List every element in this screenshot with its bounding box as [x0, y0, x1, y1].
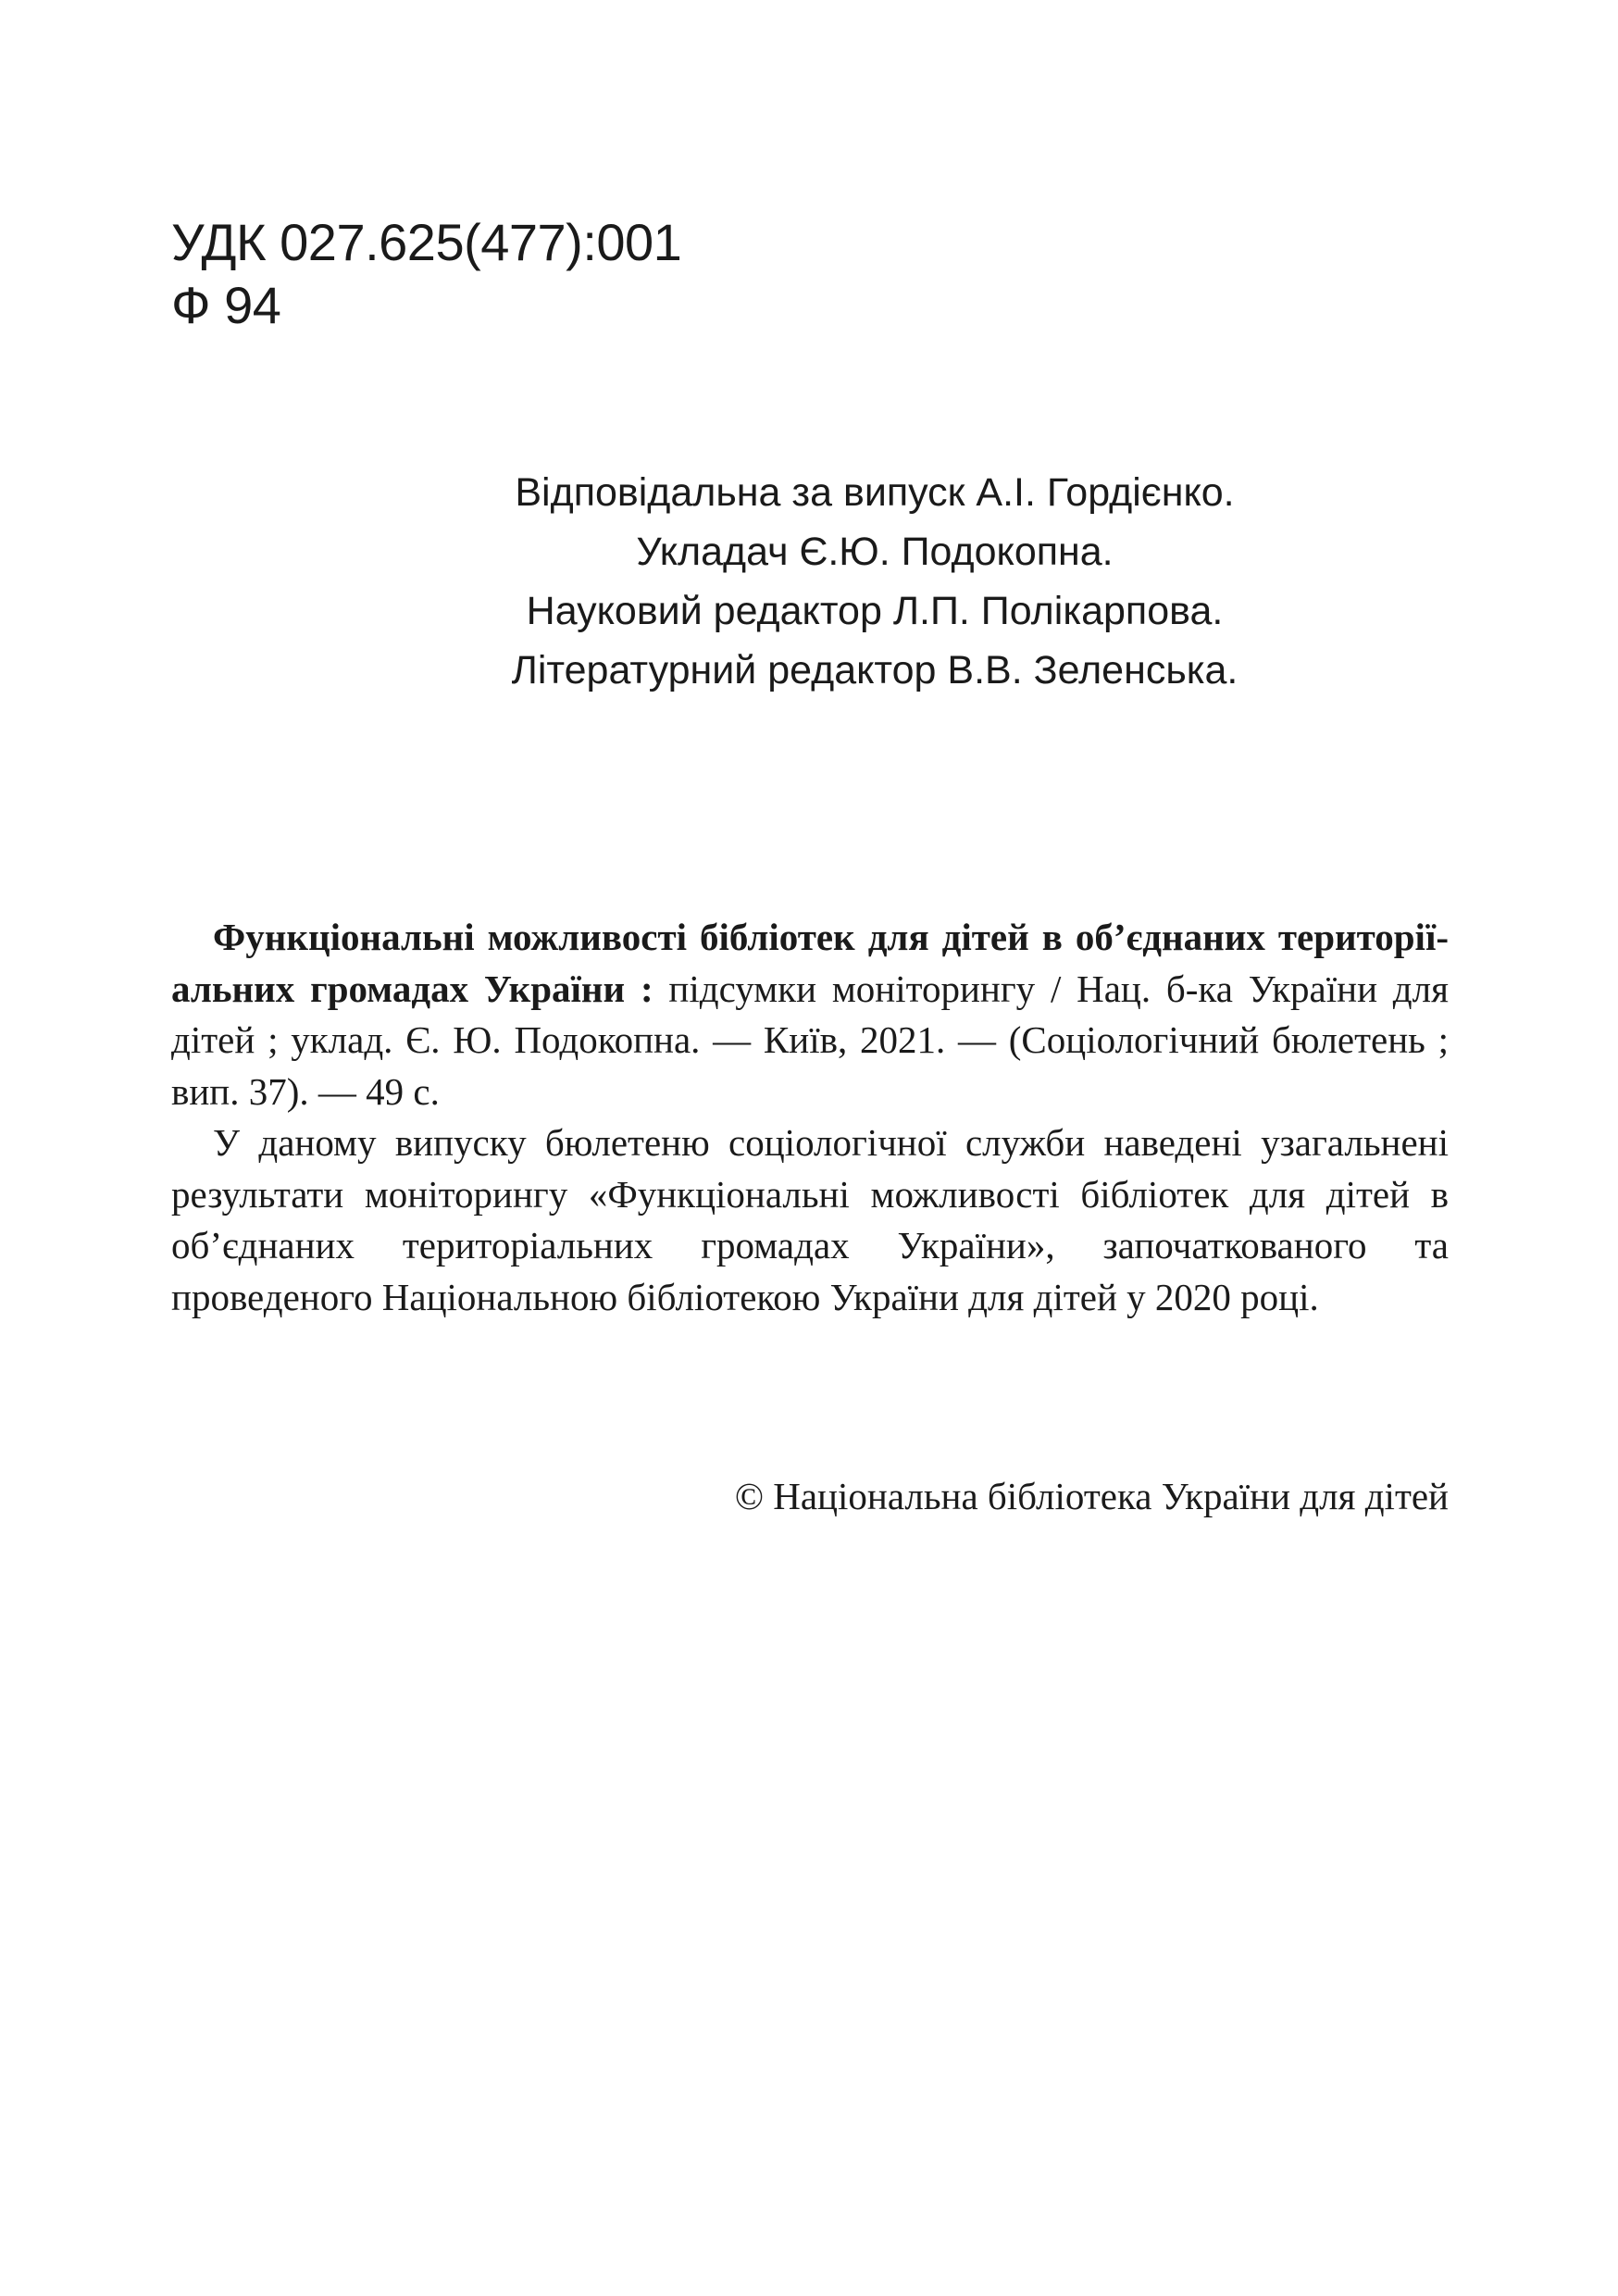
- credits-block: [171, 463, 1578, 700]
- bibliographic-record: [171, 912, 1449, 1117]
- summary-paragraph: У даному випуску бюлетеню соціологічної служби наведені узагальнені результати моніторингу «Функціональні можливості бібліотек для дітей в об’єднаних територіальних громадах України», започаткованого та проведеного Національною бібліотекою України для дітей у 2020 році.: [171, 1121, 1449, 1318]
- author-mark: Ф 94: [171, 276, 281, 334]
- copyright-notice: © Національна бібліотека України для дітей: [734, 1475, 1449, 1517]
- annotation-block: [171, 912, 1449, 1323]
- bibliographic-title: Функціональні можливості бібліотек для дітей в об’єднаних територіїальних громадах України :: [171, 916, 1449, 1010]
- bibliographic-details: підсумки моніторингу / Нац. б-ка України для дітей ; уклад. Є. Ю. Подокопна. — Київ, 2021. — (Соціологічний бюлетень ; вип. 37). — 49 с.: [171, 967, 1449, 1113]
- classification-block: [171, 211, 681, 337]
- credit-scientific-editor: Науковий редактор Л.П. Полікарпова.: [526, 589, 1224, 633]
- credit-compiler: Укладач Є.Ю. Подокопна.: [636, 530, 1114, 574]
- credit-literary-editor: Літературний редактор В.В. Зеленська.: [511, 648, 1238, 693]
- udk-code: УДК 027.625(477):001: [171, 213, 682, 271]
- credit-responsible: Відповідальна за випуск А.І. Гордієнко.: [515, 470, 1235, 515]
